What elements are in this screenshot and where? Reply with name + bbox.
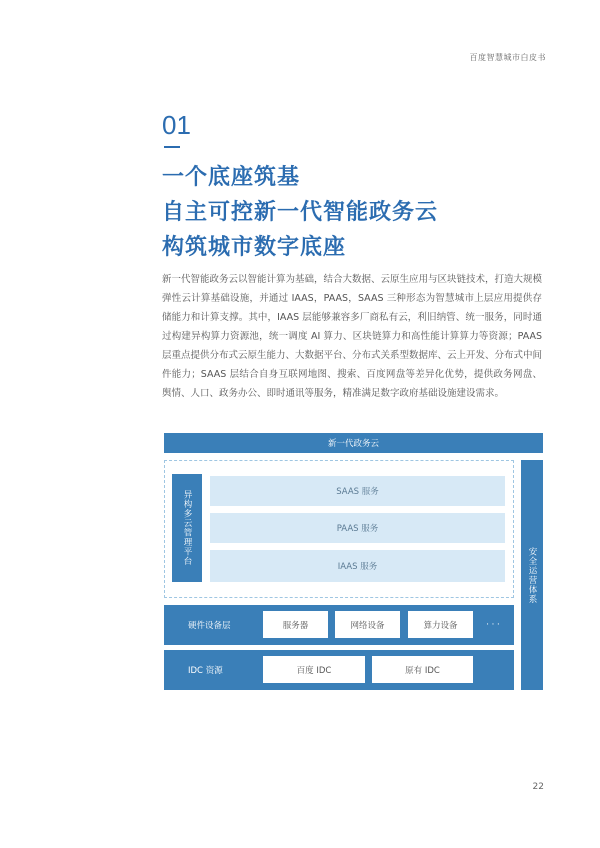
idc-baidu: 百度 IDC — [263, 656, 365, 683]
section-title-2: 自主可控新一代智能政务云 — [162, 200, 439, 225]
mgmt-platform-label: 异构多云管理平台 — [182, 490, 192, 566]
body-paragraph: 新一代智能政务云以智能计算为基础，结合大数据、云原生应用与区块链技术，打造大规模弹性云计算基础设施，并通过 IAAS，PAAS，SAAS 三种形态为智慧城市上层应用提供存储能力和计算支撑。其中，IAAS 层能够兼容多厂商私有云，利旧纳管、统一服务，同时通过构建异构算力资源池，统一调度 AI 算力、区块链算力和高性能计算算力等资源；PAAS 层重点提供分布式云原生能力、大数据平台、分布式关系型数据库、云上开发、分布式中间件能力；SAAS 层结合自身互联网地图、搜索、百度网盘等差异化优势，提供政务网盘、舆情、人口、政务办公、即时通讯等服务，精准满足数字政府基础设施建设需求。 — [162, 274, 543, 399]
hardware-server: 服务器 — [263, 611, 328, 638]
hardware-compute: 算力设备 — [408, 611, 473, 638]
page-number: 22 — [532, 782, 544, 792]
section-title-3: 构筑城市数字底座 — [162, 235, 347, 260]
layer-paas: PAAS 服务 — [210, 513, 505, 543]
layer-saas: SAAS 服务 — [210, 476, 505, 506]
header-doc-title: 百度智慧城市白皮书 — [469, 53, 546, 62]
hardware-network: 网络设备 — [335, 611, 400, 638]
section-title-1: 一个底座筑基 — [162, 165, 301, 190]
idc-label: IDC 资源 — [188, 666, 223, 676]
hardware-label: 硬件设备层 — [188, 621, 231, 631]
top-bar: 新一代政务云 — [164, 433, 543, 453]
section-dash — [164, 146, 180, 148]
section-number: 01 — [162, 110, 191, 140]
idc-existing: 原有 IDC — [372, 656, 473, 683]
layer-iaas: IAAS 服务 — [210, 550, 505, 582]
hardware-more: · · · — [486, 619, 500, 630]
security-label: 安全运营体系 — [527, 546, 537, 604]
mgmt-platform — [172, 474, 202, 582]
security-column — [521, 460, 543, 690]
